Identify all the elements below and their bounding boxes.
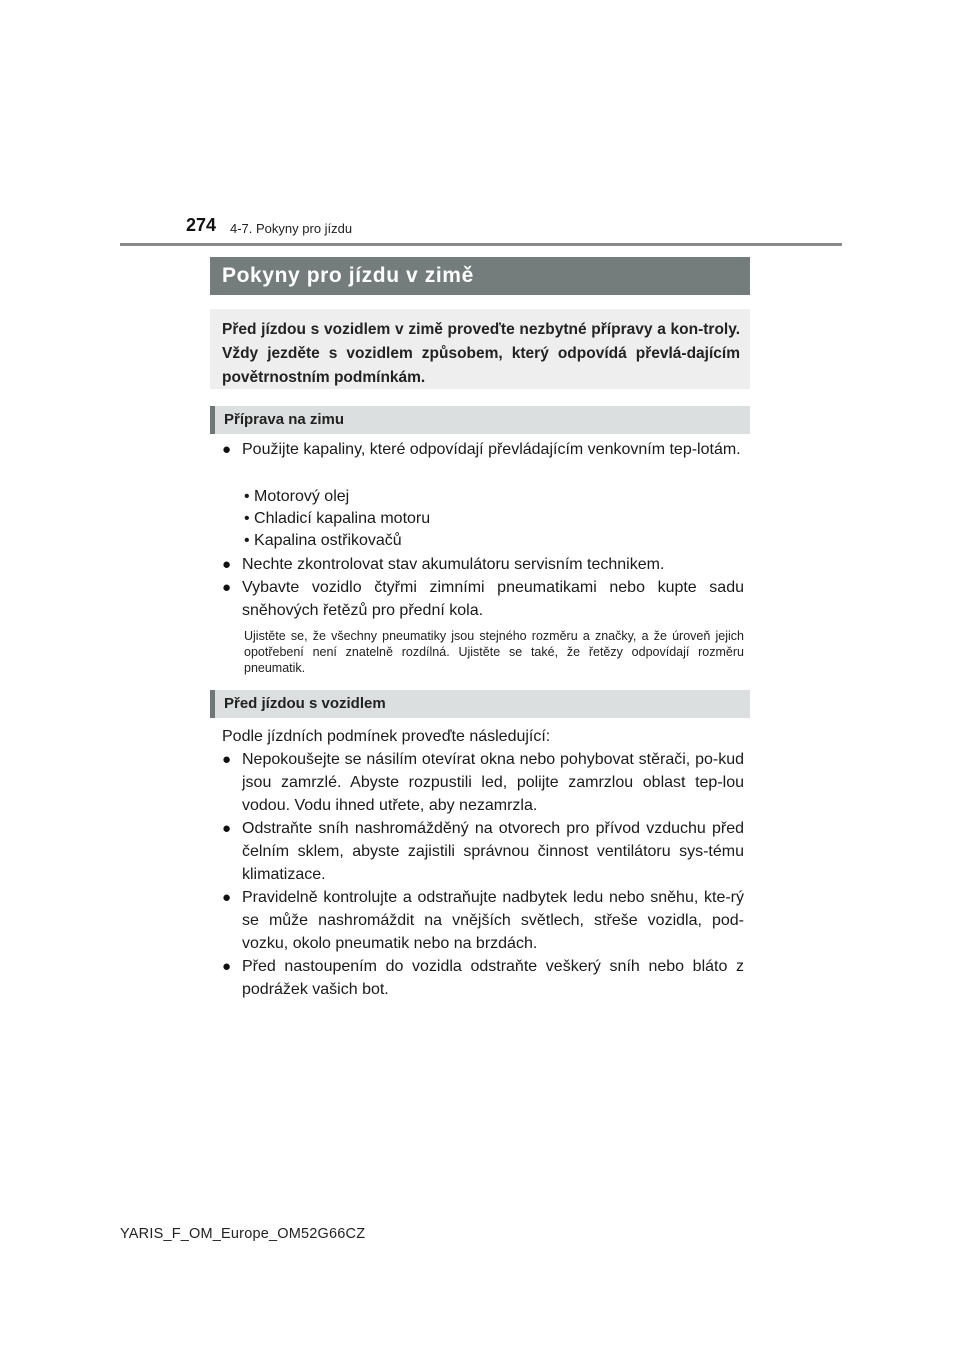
list-item xyxy=(222,886,744,955)
subheader-winter-prep: Příprava na zimu xyxy=(210,406,750,434)
list-item xyxy=(222,576,744,622)
list-item-text: Použijte kapaliny, které odpovídají převládajícím venkovním tep-lotám. xyxy=(242,441,741,458)
list-item-text: Pravidelně kontrolujte a odstraňujte nadbytek ledu nebo sněhu, kte-rý se může nashromáždit na vnějších světlech, střeše vozidla, pod-vozku, okolo pneumatik nebo na brzdách. xyxy=(242,889,744,952)
list-item-text: Odstraňte sníh nashromážděný na otvorech pro přívod vzduchu před čelním sklem, abyste zajistili správnou činnost ventilátoru sys-tému klimatizace. xyxy=(242,820,744,883)
page-number: 274 xyxy=(186,215,217,235)
subheader-before-driving: Před jízdou s vozidlem xyxy=(210,690,750,718)
sub-list-item: • Motorový olej xyxy=(244,488,350,505)
bullet-icon: ● xyxy=(222,579,232,596)
list-item xyxy=(222,955,744,1001)
footer-doc-code: YARIS_F_OM_Europe_OM52G66CZ xyxy=(120,1226,366,1242)
list-item xyxy=(222,438,744,461)
section-title: Pokyny pro jízdu v zimě xyxy=(210,257,750,295)
list-item xyxy=(222,817,744,886)
list-item-text: Vybavte vozidlo čtyřmi zimními pneumatikami nebo kupte sadu sněhových řetězů pro přední kola. xyxy=(242,579,744,619)
bullet-icon: ● xyxy=(222,556,232,573)
list-item-text: Nepokoušejte se násilím otevírat okna nebo pohybovat stěrači, po-kud jsou zamrzlé. Abyste rozpustili led, polijte zamrzlou oblast tep-lou vodou. Vodu ihned utřete, aby nezamrzla. xyxy=(242,751,744,814)
list-item-text: Nechte zkontrolovat stav akumulátoru servisním technikem. xyxy=(242,556,665,573)
header-divider xyxy=(120,243,842,246)
lead-paragraph: Podle jízdních podmínek proveďte následující: xyxy=(222,728,551,745)
sub-list-item: • Kapalina ostřikovačů xyxy=(244,532,402,549)
intro-box: Před jízdou s vozidlem v zimě proveďte nezbytné přípravy a kon-troly. Vždy jezděte s vozidlem způsobem, který odpovídá převlá-dajícím povětrnostním podmínkám. xyxy=(210,309,750,389)
bullet-icon: ● xyxy=(222,820,232,837)
list-item xyxy=(222,748,744,817)
bullet-icon: ● xyxy=(222,441,232,458)
chapter-title: 4-7. Pokyny pro jízdu xyxy=(230,221,353,236)
bullet-icon: ● xyxy=(222,889,232,906)
list-item xyxy=(222,553,744,576)
tire-note: Ujistěte se, že všechny pneumatiky jsou stejného rozměru a značky, a že úroveň jejich opotřebení není znatelně rozdílná. Ujistěte se také, že řetězy odpovídají rozměru pneumatik. xyxy=(244,629,744,675)
sub-list-item: • Chladicí kapalina motoru xyxy=(244,510,431,527)
bullet-icon: ● xyxy=(222,958,232,975)
list-item-text: Před nastoupením do vozidla odstraňte veškerý sníh nebo bláto z podrážek vašich bot. xyxy=(242,958,744,998)
bullet-icon: ● xyxy=(222,751,232,768)
